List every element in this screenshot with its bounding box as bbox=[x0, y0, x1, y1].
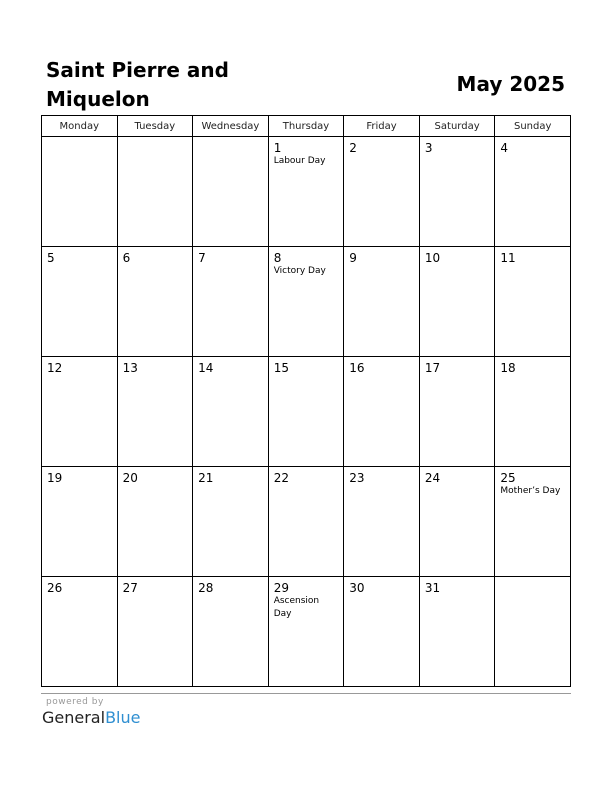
day-cell bbox=[495, 137, 571, 247]
day-number: 19 bbox=[47, 471, 63, 485]
day-cell bbox=[495, 247, 571, 357]
day-cell bbox=[495, 467, 571, 577]
day-cell bbox=[419, 467, 495, 577]
day-number: 14 bbox=[198, 361, 214, 375]
day-cell bbox=[268, 577, 344, 687]
day-number: 13 bbox=[122, 361, 138, 375]
day-number bbox=[118, 137, 193, 141]
region-title: Saint Pierre and Miquelon bbox=[46, 58, 229, 111]
weekday-header-row bbox=[42, 116, 571, 137]
day-cell bbox=[193, 577, 269, 687]
day-cell bbox=[268, 247, 344, 357]
day-cell bbox=[42, 577, 118, 687]
weekday-header: Sunday bbox=[495, 116, 571, 137]
day-cell bbox=[268, 137, 344, 247]
day-number: 21 bbox=[198, 471, 214, 485]
day-cell bbox=[344, 577, 420, 687]
day-cell bbox=[419, 247, 495, 357]
day-cell bbox=[344, 357, 420, 467]
day-number: 6 bbox=[122, 251, 131, 265]
logo-general-text: General bbox=[42, 708, 106, 727]
day-cell bbox=[344, 247, 420, 357]
powered-by-text: powered by bbox=[46, 697, 104, 707]
holiday-label: Labour Day bbox=[273, 156, 326, 166]
day-cell bbox=[268, 467, 344, 577]
day-cell bbox=[117, 467, 193, 577]
day-cell bbox=[117, 577, 193, 687]
day-number: 2 bbox=[349, 141, 357, 155]
day-number: 29 bbox=[273, 581, 289, 595]
day-cell bbox=[193, 357, 269, 467]
day-number: 9 bbox=[349, 251, 357, 265]
day-number: 26 bbox=[47, 581, 63, 595]
day-number: 23 bbox=[349, 471, 365, 485]
holiday-label: Ascension Day bbox=[273, 596, 320, 619]
day-number: 11 bbox=[500, 251, 516, 265]
day-number: 10 bbox=[424, 251, 441, 265]
day-number: 12 bbox=[47, 361, 63, 375]
day-number: 3 bbox=[424, 141, 433, 155]
day-cell bbox=[344, 467, 420, 577]
generalblue-logo[interactable] bbox=[42, 707, 140, 729]
day-number: 28 bbox=[198, 581, 214, 595]
week-row bbox=[42, 247, 571, 357]
day-number: 5 bbox=[47, 251, 55, 265]
holiday-label: Mother’s Day bbox=[500, 486, 561, 496]
day-cell bbox=[117, 137, 193, 247]
weekday-header: Friday bbox=[344, 116, 420, 137]
day-cell bbox=[42, 467, 118, 577]
day-cell bbox=[495, 577, 571, 687]
holiday-label: Victory Day bbox=[273, 266, 326, 276]
footer-divider bbox=[41, 693, 571, 694]
day-cell bbox=[419, 577, 495, 687]
day-number bbox=[193, 137, 268, 141]
weekday-header: Wednesday bbox=[193, 116, 269, 137]
day-cell bbox=[42, 137, 118, 247]
weekday-header: Thursday bbox=[268, 116, 344, 137]
calendar-grid bbox=[41, 115, 571, 687]
day-number: 20 bbox=[122, 471, 138, 485]
day-number: 24 bbox=[424, 471, 441, 485]
day-number: 18 bbox=[500, 361, 516, 375]
day-number: 16 bbox=[349, 361, 365, 375]
day-number: 17 bbox=[424, 361, 441, 375]
day-number: 7 bbox=[198, 251, 206, 265]
day-cell bbox=[495, 357, 571, 467]
day-cell bbox=[419, 137, 495, 247]
day-number: 1 bbox=[273, 141, 282, 155]
week-row bbox=[42, 467, 571, 577]
day-number: 15 bbox=[273, 361, 289, 375]
day-number bbox=[42, 137, 117, 141]
month-title: May 2025 bbox=[456, 72, 565, 96]
weekday-header: Monday bbox=[42, 116, 118, 137]
logo-blue-text: Blue bbox=[105, 708, 141, 727]
day-cell bbox=[117, 247, 193, 357]
week-row bbox=[42, 357, 571, 467]
weekday-header: Saturday bbox=[419, 116, 495, 137]
day-cell bbox=[268, 357, 344, 467]
day-number: 30 bbox=[349, 581, 365, 595]
day-number: 8 bbox=[273, 251, 282, 265]
day-cell bbox=[193, 137, 269, 247]
day-cell bbox=[42, 247, 118, 357]
day-cell bbox=[193, 467, 269, 577]
day-cell bbox=[193, 247, 269, 357]
day-number: 25 bbox=[500, 471, 516, 485]
day-number: 31 bbox=[424, 581, 441, 595]
week-row bbox=[42, 137, 571, 247]
day-cell bbox=[42, 357, 118, 467]
day-cell bbox=[419, 357, 495, 467]
day-cell bbox=[117, 357, 193, 467]
day-number: 22 bbox=[273, 471, 289, 485]
day-cell bbox=[344, 137, 420, 247]
week-row bbox=[42, 577, 571, 687]
weekday-header: Tuesday bbox=[117, 116, 193, 137]
day-number: 4 bbox=[500, 141, 509, 155]
day-number bbox=[495, 577, 570, 581]
day-number: 27 bbox=[122, 581, 138, 595]
